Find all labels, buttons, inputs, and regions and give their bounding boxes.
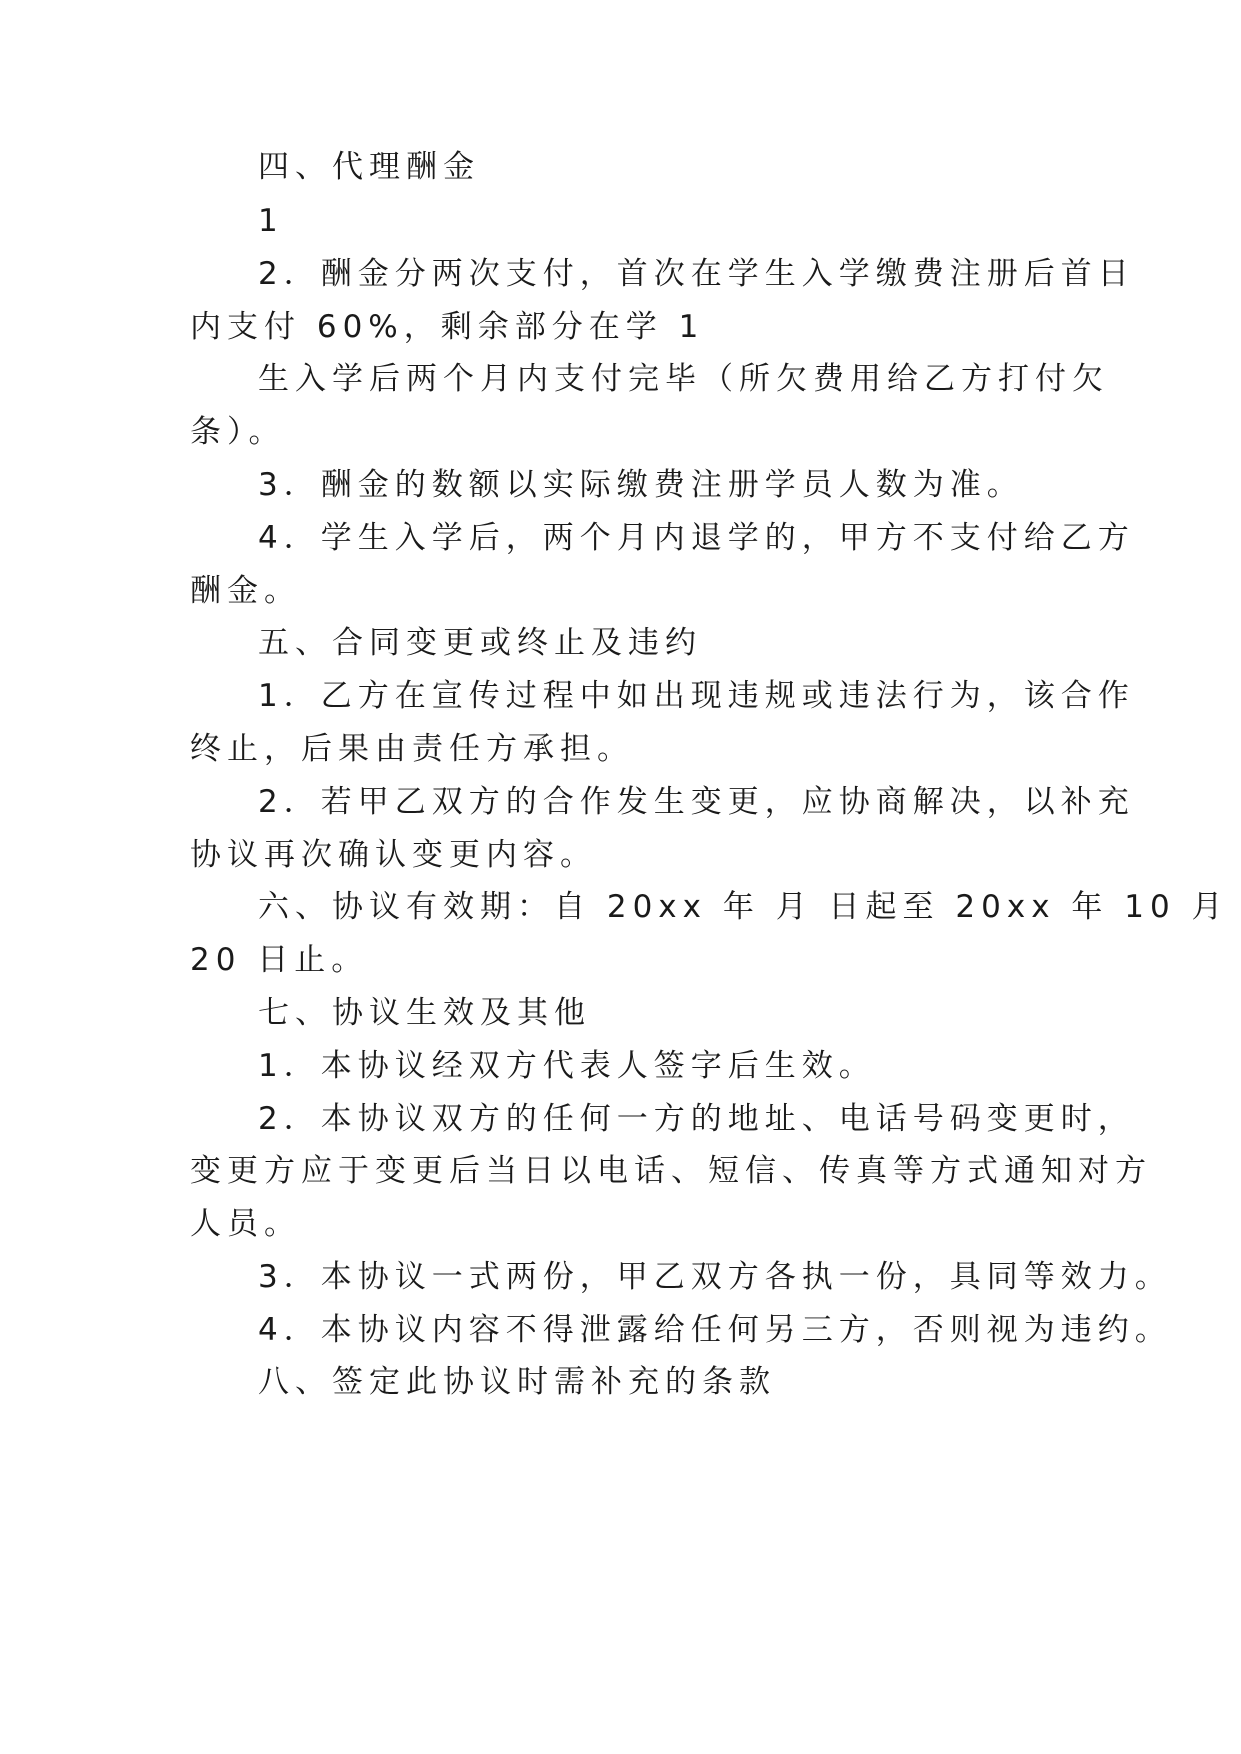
section-heading-compensation: 四、代理酬金	[258, 149, 480, 185]
paragraph-line: 3．本协议一式两份，甲乙双方各执一份，具同等效力。	[258, 1259, 1172, 1295]
paragraph-line: 3．酬金的数额以实际缴费注册学员人数为准。	[258, 467, 1024, 503]
paragraph-line: 条）。	[190, 414, 286, 450]
paragraph-line: 人员。	[190, 1206, 301, 1242]
paragraph-line: 协议再次确认变更内容。	[190, 837, 597, 873]
paragraph-line: 1	[258, 203, 284, 239]
paragraph-line: 1．本协议经双方代表人签字后生效。	[258, 1048, 876, 1084]
section-heading-supplement: 八、签定此协议时需补充的条款	[258, 1364, 776, 1400]
section-heading-validity: 六、协议有效期：自 20xx 年 月 日起至 20xx 年 10 月	[258, 889, 1229, 925]
paragraph-line: 终止，后果由责任方承担。	[190, 731, 634, 767]
paragraph-line: 2．本协议双方的任何一方的地址、电话号码变更时，	[258, 1101, 1135, 1137]
section-heading-effect: 七、协议生效及其他	[258, 995, 591, 1031]
paragraph-line: 生入学后两个月内支付完毕（所欠费用给乙方打付欠	[258, 361, 1109, 397]
paragraph-line: 变更方应于变更后当日以电话、短信、传真等方式通知对方	[190, 1153, 1152, 1189]
paragraph-line: 1．乙方在宣传过程中如出现违规或违法行为，该合作	[258, 678, 1135, 714]
paragraph-line: 20 日止。	[190, 942, 369, 978]
section-heading-contract-change: 五、合同变更或终止及违约	[258, 625, 702, 661]
paragraph-line: 2．酬金分两次支付，首次在学生入学缴费注册后首日	[258, 256, 1135, 292]
paragraph-line: 内支付 60%，剩余部分在学 1	[190, 309, 705, 345]
paragraph-line: 2．若甲乙双方的合作发生变更，应协商解决，以补充	[258, 784, 1135, 820]
paragraph-line: 酬金。	[190, 573, 301, 609]
paragraph-line: 4．本协议内容不得泄露给任何另三方，否则视为违约。	[258, 1312, 1172, 1348]
paragraph-line: 4．学生入学后，两个月内退学的，甲方不支付给乙方	[258, 520, 1135, 556]
